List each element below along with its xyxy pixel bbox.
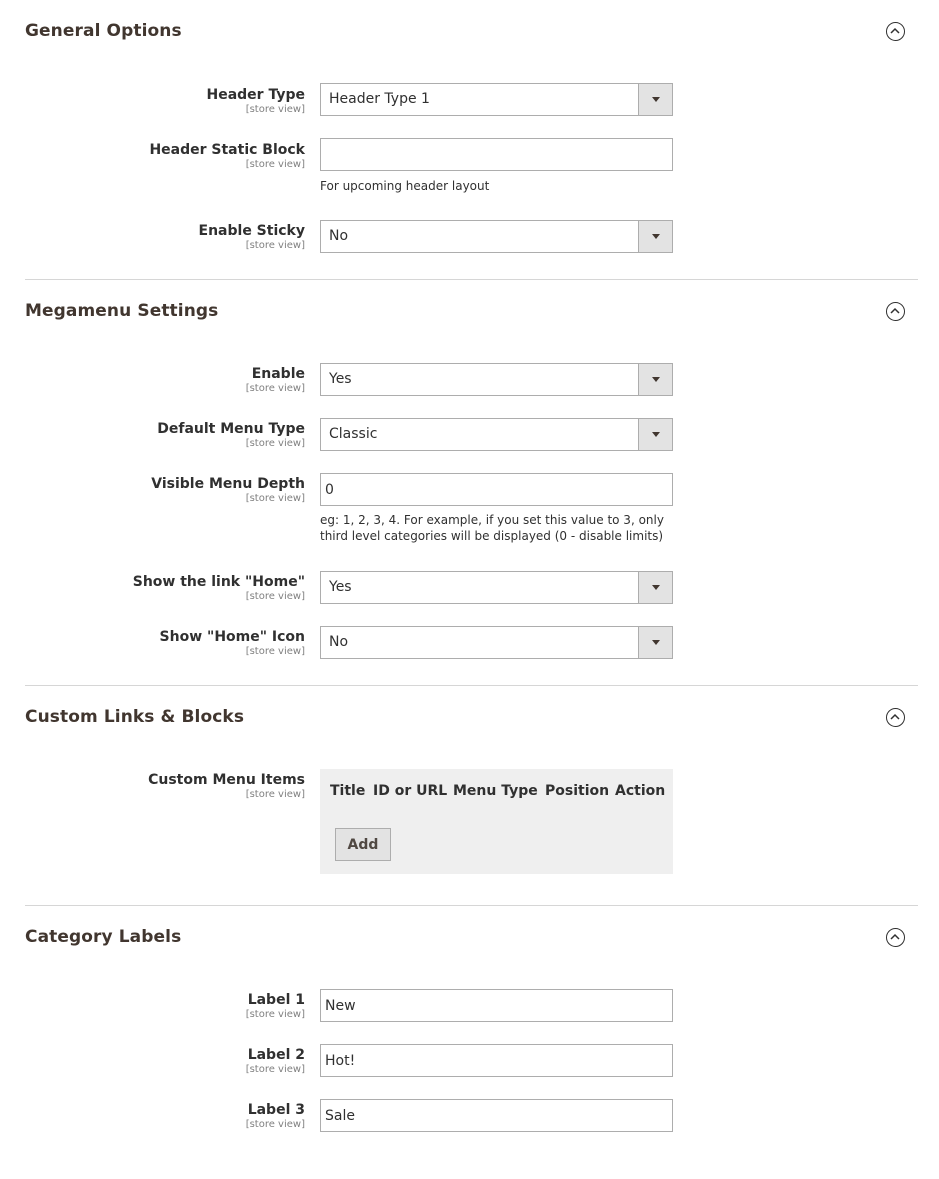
dropdown-arrow-icon[interactable]: [638, 364, 672, 395]
section-divider: [25, 685, 918, 686]
label1-label: [0, 991, 305, 1021]
label2-input[interactable]: [320, 1044, 673, 1077]
enable-label: [0, 365, 305, 395]
section-category-labels-header[interactable]: [25, 922, 918, 952]
grid-column-header: ID or URL: [373, 783, 448, 799]
field-label: Default Menu Type: [157, 421, 305, 437]
field-scope: [store view]: [245, 1064, 305, 1075]
chevron-up-circle-icon[interactable]: [886, 708, 905, 727]
field-scope: [store view]: [245, 591, 305, 602]
enable-sticky-select[interactable]: [320, 220, 673, 253]
field-label: Show the link "Home": [132, 574, 305, 590]
default-menu-type-label: [0, 420, 305, 450]
visible-menu-depth-label: [0, 475, 305, 505]
select-value: Header Type 1: [329, 91, 430, 107]
field-scope: [store view]: [245, 240, 305, 251]
label3-label: [0, 1101, 305, 1131]
show-home-link-select[interactable]: [320, 571, 673, 604]
dropdown-arrow-icon[interactable]: [638, 221, 672, 252]
select-value: Yes: [329, 579, 352, 595]
select-value: Yes: [329, 371, 352, 387]
field-label: Visible Menu Depth: [151, 476, 305, 492]
field-scope: [store view]: [245, 1119, 305, 1130]
custom-menu-items-grid: [320, 769, 673, 874]
default-menu-type-select[interactable]: [320, 418, 673, 451]
enable-select[interactable]: [320, 363, 673, 396]
header-type-label: [0, 86, 305, 116]
show-home-icon-select[interactable]: [320, 626, 673, 659]
header-static-block-label: [0, 141, 305, 171]
field-label: Header Type: [206, 87, 305, 103]
enable-sticky-label: [0, 222, 305, 252]
field-scope: [store view]: [245, 104, 305, 115]
field-scope: [store view]: [245, 493, 305, 504]
section-title: Custom Links & Blocks: [25, 707, 245, 727]
field-scope: [store view]: [245, 646, 305, 657]
field-scope: [store view]: [245, 1009, 305, 1020]
dropdown-arrow-icon[interactable]: [638, 627, 672, 658]
field-label: Enable Sticky: [198, 223, 305, 239]
dropdown-arrow-icon[interactable]: [638, 419, 672, 450]
select-value: No: [329, 634, 349, 650]
custom-menu-items-label: [0, 771, 305, 801]
field-label: Show "Home" Icon: [159, 629, 305, 645]
grid-column-header: Title: [330, 783, 366, 799]
field-label: Custom Menu Items: [148, 772, 305, 788]
field-label: Label 3: [247, 1102, 305, 1118]
label1-input[interactable]: [320, 989, 673, 1022]
field-scope: [store view]: [245, 159, 305, 170]
chevron-up-circle-icon[interactable]: [886, 22, 905, 41]
grid-column-header: Action: [615, 783, 666, 799]
dropdown-arrow-icon[interactable]: [638, 84, 672, 115]
section-general-header[interactable]: [25, 16, 918, 46]
label3-input[interactable]: [320, 1099, 673, 1132]
field-label: Header Static Block: [149, 142, 305, 158]
section-title: Megamenu Settings: [25, 301, 219, 321]
field-scope: [store view]: [245, 438, 305, 449]
visible-menu-depth-input[interactable]: [320, 473, 673, 506]
grid-column-header: Menu Type: [453, 783, 538, 799]
field-scope: [store view]: [245, 789, 305, 800]
show-home-icon-label: [0, 628, 305, 658]
section-megamenu-header[interactable]: [25, 296, 918, 326]
field-label: Label 2: [247, 1047, 305, 1063]
field-label: Label 1: [247, 992, 305, 1008]
chevron-up-circle-icon[interactable]: [886, 928, 905, 947]
chevron-up-circle-icon[interactable]: [886, 302, 905, 321]
section-title: General Options: [25, 21, 182, 41]
section-divider: [25, 279, 918, 280]
select-value: Classic: [329, 426, 378, 442]
grid-column-header: Position: [545, 783, 610, 799]
header-static-block-note: For upcoming header layout: [320, 179, 490, 193]
field-label: Enable: [251, 366, 305, 382]
field-scope: [store view]: [245, 383, 305, 394]
show-home-link-label: [0, 573, 305, 603]
label2-label: [0, 1046, 305, 1076]
section-title: Category Labels: [25, 927, 182, 947]
section-divider: [25, 905, 918, 906]
add-button[interactable]: Add: [335, 828, 391, 861]
section-custom-links-header[interactable]: [25, 702, 918, 732]
visible-menu-depth-note: eg: 1, 2, 3, 4. For example, if you set this value to 3, only third level categories will be displayed (0 - disable limits): [320, 513, 664, 543]
dropdown-arrow-icon[interactable]: [638, 572, 672, 603]
select-value: No: [329, 228, 349, 244]
header-type-select[interactable]: [320, 83, 673, 116]
header-static-block-input[interactable]: [320, 138, 673, 171]
